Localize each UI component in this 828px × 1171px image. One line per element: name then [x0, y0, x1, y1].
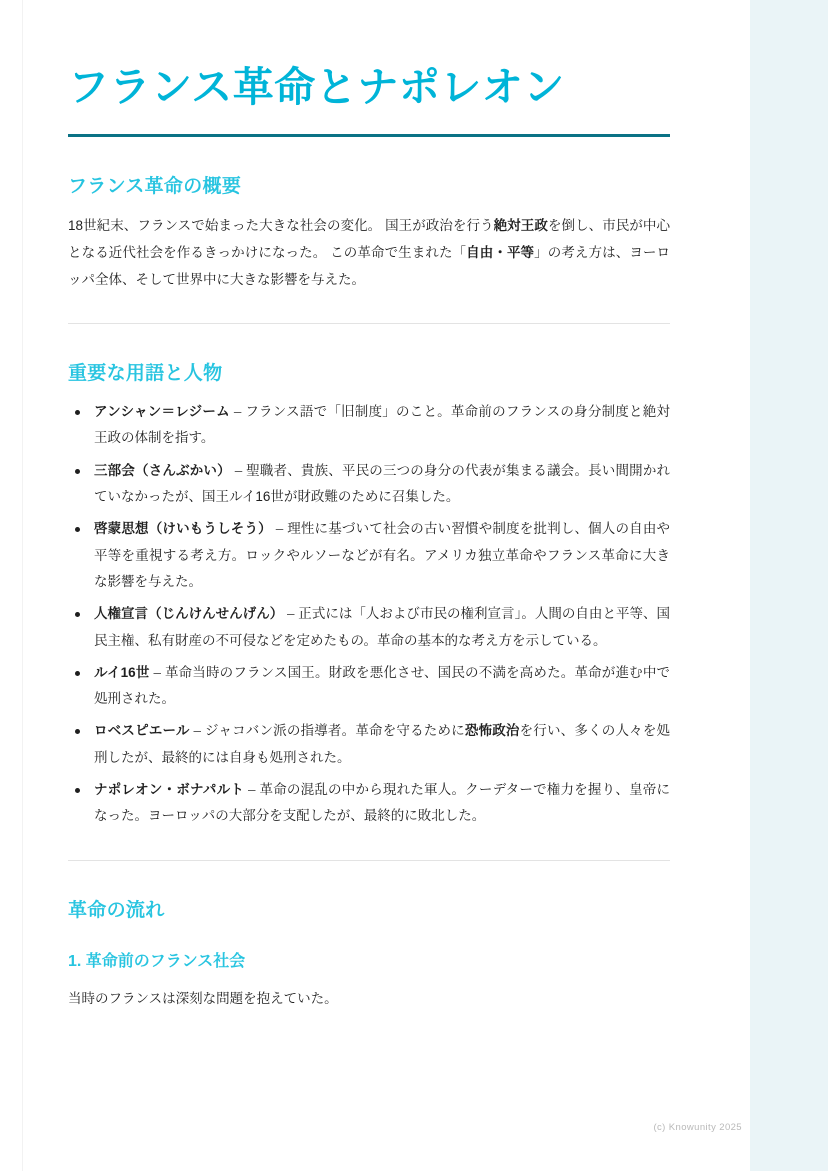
list-item [68, 458, 670, 511]
term-dash: – [230, 462, 247, 478]
section-heading-terms: 重要な用語と人物 [68, 363, 223, 385]
section-heading-overview: フランス革命の概要 [68, 176, 242, 198]
term-label: 三部会（さんぶかい） [94, 462, 231, 478]
overview-text-1: 18世紀末、フランスで始まった大きな社会の変化。 国王が政治を行う [68, 218, 494, 234]
overview-text-2: を倒し、市民が中心となる近代社会を作るきっかけになった。 この革命で生まれた「 [68, 218, 671, 261]
section-divider-1 [68, 323, 670, 324]
term-label: ナポレオン・ボナパルト [94, 782, 245, 798]
list-item [68, 399, 670, 452]
terms-list [68, 399, 670, 830]
term-dash: – [189, 723, 205, 739]
term-label: ルイ16世 [94, 664, 150, 680]
term-dash: – [229, 404, 246, 420]
list-item [68, 718, 670, 771]
list-item [68, 777, 670, 830]
section-heading-flow: 革命の流れ [68, 899, 165, 921]
term-desc: ジャコバン派の指導者。革命を守るために [204, 723, 465, 739]
overview-text-3: 」の考え方は、ヨーロッパ全体、そして世界中に大きな影響を与えた。 [68, 245, 671, 288]
term-label: ロベスピエール [94, 723, 190, 739]
term-desc-bold: 恐怖政治 [464, 723, 520, 739]
overview-bold-1: 絶対王政 [493, 218, 548, 234]
term-desc: 聖職者、貴族、平民の三つの身分の代表が集まる議会。長い間開かれていなかったが、国王ルイ16世が財政難のために召集した。 [94, 462, 671, 504]
overview-paragraph [68, 212, 670, 293]
term-dash: – [271, 521, 288, 537]
term-dash: – [149, 664, 165, 680]
title-underline [68, 134, 670, 137]
term-label: 啓蒙思想（けいもうしそう） [94, 521, 272, 537]
term-label: 人権宣言（じんけんせんげん） [94, 606, 284, 622]
copyright-footer: (c) Knowunity 2025 [653, 1122, 742, 1133]
list-item [68, 660, 670, 713]
page-title: フランス革命とナポレオン [68, 64, 565, 110]
term-desc: 理性に基づいて社会の古い習慣や制度を批判し、個人の自由や平等を重視する考え方。ロックやルソーなどが有名。アメリカ独立革命やフランス革命に大きな影響を与えた。 [94, 521, 671, 589]
term-dash: – [244, 782, 260, 798]
pre-revolution-paragraph: 当時のフランスは深刻な問題を抱えていた。 [68, 990, 338, 1006]
term-dash: – [283, 606, 299, 622]
right-margin-band [750, 0, 828, 1171]
term-desc-post: を行い、多くの人々を処刑したが、最終的には自身も処刑された。 [94, 723, 671, 765]
list-item [68, 516, 670, 595]
term-desc: 革命の混乱の中から現れた軍人。クーデターで権力を握り、皇帝になった。ヨーロッパの大部分を支配したが、最終的に敗北した。 [94, 782, 670, 824]
term-desc: 正式には「人および市民の権利宣言」。人間の自由と平等、国民主権、私有財産の不可侵などを定めたもの。革命の基本的な考え方を示している。 [94, 606, 671, 648]
term-label: アンシャン＝レジーム [94, 404, 230, 420]
section-divider-2 [68, 860, 670, 861]
overview-bold-2: 自由・平等 [466, 245, 535, 261]
term-desc: 革命当時のフランス国王。財政を悪化させ、国民の不満を高めた。革命が進む中で処刑された。 [94, 664, 671, 707]
subsection-heading-pre-revolution: 1. 革命前のフランス社会 [68, 952, 246, 970]
term-desc: フランス語で「旧制度」のこと。革命前のフランスの身分制度と絶対王政の体制を指す。 [94, 404, 670, 446]
list-item [68, 601, 670, 654]
